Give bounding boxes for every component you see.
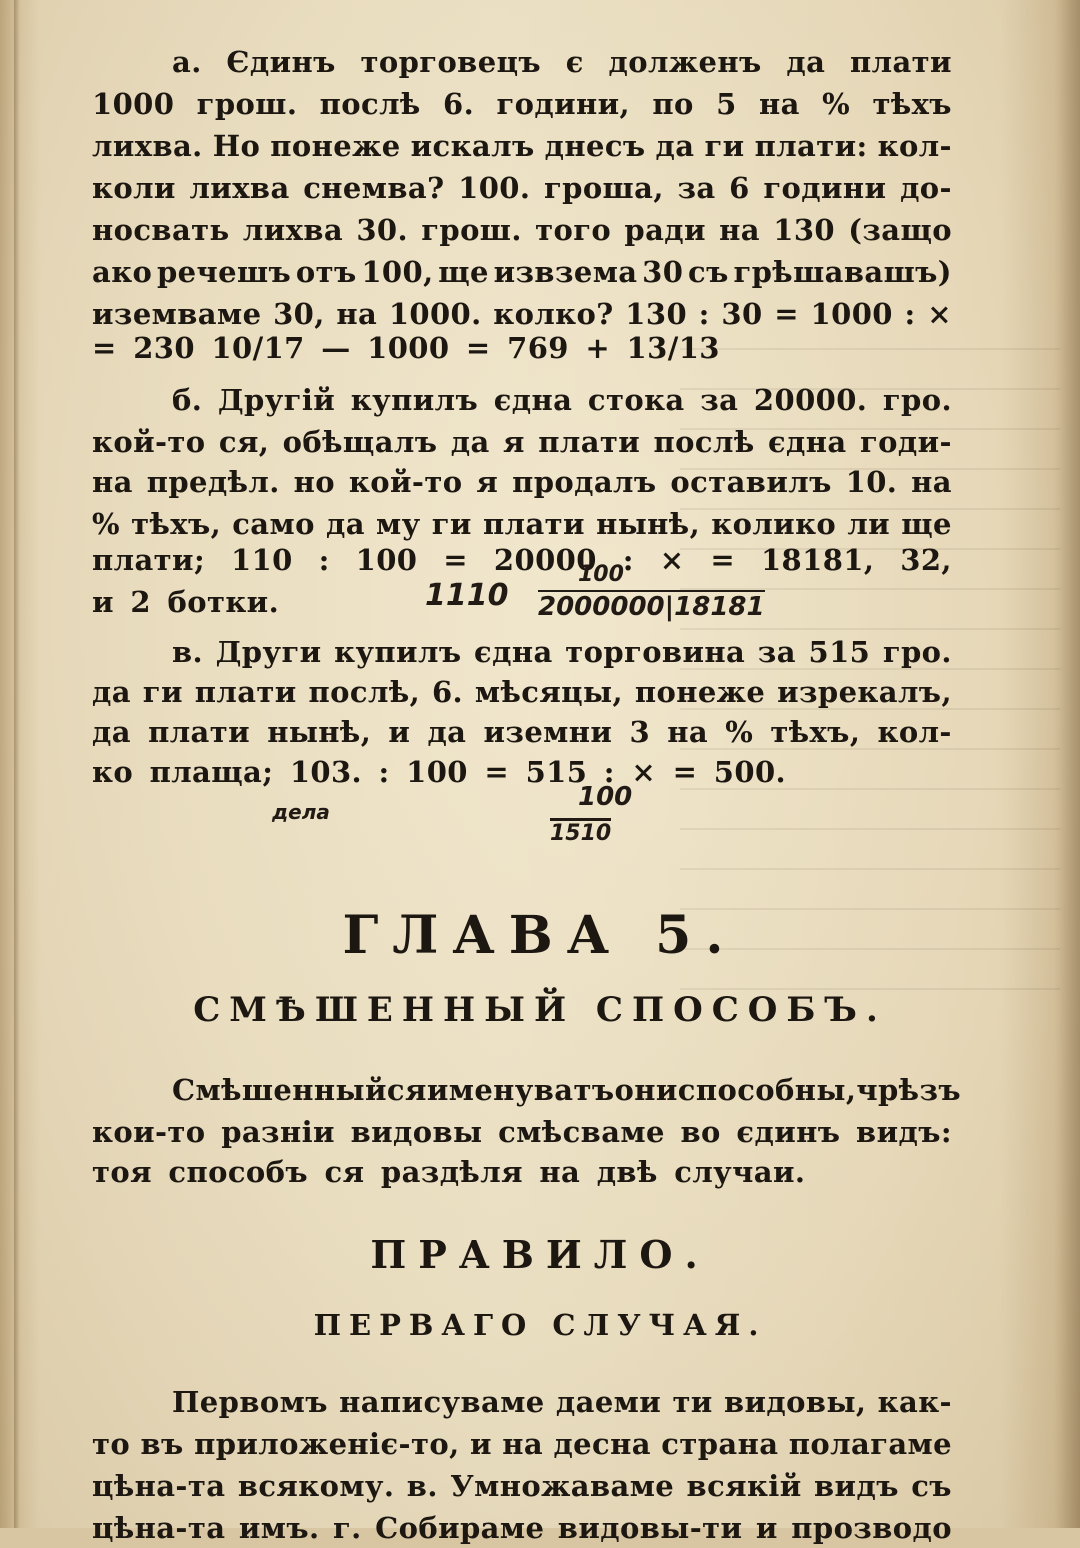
text-line: ако речешъ отъ 100, ще извзема 30 съ грѣшавашъ)	[92, 255, 952, 289]
rule-heading: ПРАВИЛО.	[370, 1232, 710, 1277]
text-line: тоя способъ ся раздѣля на двѣ случаи.	[92, 1155, 806, 1189]
text-line: лихва. Но понеже искалъ днесъ да ги плати: кол-	[92, 129, 952, 163]
text-line: да плати нынѣ, и да иземни 3 на % тѣхъ, кол-	[92, 715, 952, 749]
page-gutter-shadow	[14, 0, 20, 1528]
text-line: на предѣл. но кой-то я продалъ оставилъ 10. на	[92, 465, 952, 499]
case-heading: ПЕРВАГО СЛУЧАЯ.	[313, 1308, 767, 1342]
text-line: Смѣшенный ся именуватъ они способны, чрѣзъ	[172, 1073, 962, 1107]
text-line: носвать лихва 30. грош. того ради на 130 (защо	[92, 213, 952, 247]
text-line: = 230 10/17 — 1000 = 769 + 13/13	[92, 331, 720, 365]
text-line: 1000 грош. послѣ 6. години, по 5 на % тѣхъ	[92, 87, 952, 121]
text-line: кой-то ся, обѣщалъ да я плати послѣ єдна годи-	[92, 425, 952, 459]
text-line: плати; 110 : 100 = 20000 : × = 18181, 32,	[92, 543, 952, 577]
text-line: ко плаща; 103. : 100 = 515 : × = 500.	[92, 755, 787, 789]
text-line: в. Други купилъ єдна торговина за 515 гро.	[172, 635, 952, 669]
handwritten-note: 1110	[425, 578, 509, 613]
text-line: кои-то разніи видовы смѣсваме во єдинъ видъ:	[92, 1115, 952, 1149]
chapter-heading: ГЛАВА 5.	[342, 905, 738, 966]
handwritten-note: 2000000|18181	[538, 592, 765, 622]
text-line: иземваме 30, на 1000. колко? 130 : 30 = 1000 : ×	[92, 297, 952, 331]
handwritten-note: дела	[272, 800, 330, 824]
text-line: цѣна-та всякому. в. Умножаваме всякій видъ съ	[92, 1469, 952, 1503]
text-line: и 2 ботки.	[92, 585, 280, 619]
text-line: % тѣхъ, само да му ги плати нынѣ, колико ли ще	[92, 507, 952, 541]
text-line: б. Другій купилъ єдна стока за 20000. гро.	[172, 383, 952, 417]
handwritten-note: 100	[578, 782, 633, 812]
handwritten-note: 100	[578, 562, 624, 587]
text-line: то въ приложеніє-то, и на десна страна полагаме	[92, 1427, 952, 1461]
handwritten-note: 1510	[550, 818, 611, 846]
text-line: Первомъ написуваме даеми ти видовы, как-	[172, 1385, 952, 1419]
text-line: да ги плати послѣ, 6. мѣсяцы, понеже изрекалъ,	[92, 675, 952, 709]
text-line: а. Єдинъ торговецъ є долженъ да плати	[172, 45, 952, 79]
text-line: коли лихва снемва? 100. гроша, за 6 години до-	[92, 171, 952, 205]
text-line: цѣна-та имъ. г. Собираме видовы-ти и прозводо	[92, 1511, 952, 1545]
section-title: СМѢШЕННЫЙ СПОСОБЪ.	[193, 990, 887, 1030]
